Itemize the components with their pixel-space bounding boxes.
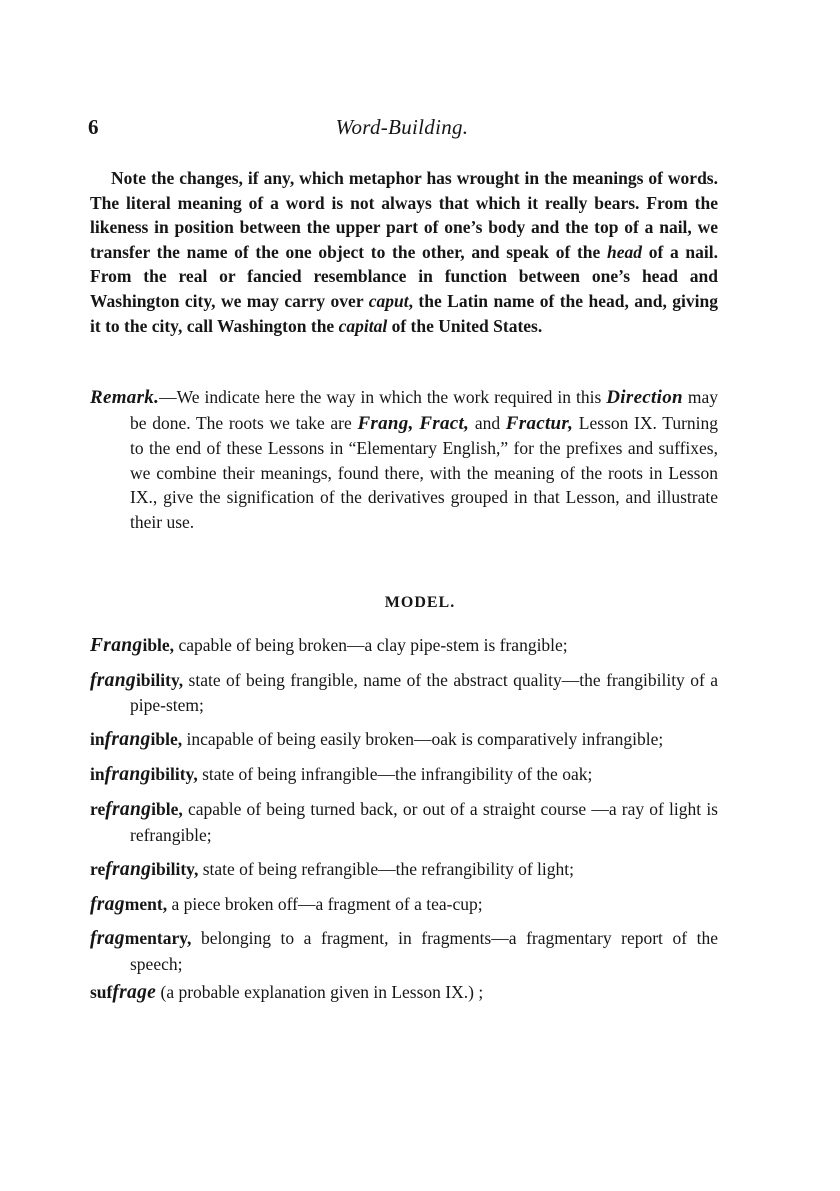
entry-definition: state of being frangible, name of the abstract quality—the frangibility of a pipe-stem; xyxy=(130,669,718,716)
metaphor-paragraph xyxy=(90,166,718,338)
entry-root: frag xyxy=(90,893,125,915)
model-entries xyxy=(90,633,718,1015)
list-item xyxy=(90,727,718,753)
entry-suffix: ible, xyxy=(151,799,183,820)
list-item xyxy=(90,762,718,788)
paragraph-em-head: head xyxy=(607,241,643,262)
remark-text-1: —We indicate here the way in which the work required in this xyxy=(159,387,607,407)
paragraph-em-caput: caput xyxy=(368,290,409,311)
remark-root-frang: Frang, xyxy=(357,412,414,434)
entry-root: frang xyxy=(104,764,151,786)
entry-suffix: ible, xyxy=(142,635,175,655)
entry-definition: capable of being broken—a clay pipe-stem is frangible; xyxy=(174,635,568,655)
remark-text-2: may be done. The roots we take are xyxy=(130,387,718,433)
paragraph-text-4: of the United States. xyxy=(387,315,543,336)
entry-suffix: ibility, xyxy=(151,858,199,879)
entry-root: frage xyxy=(112,981,157,1003)
entry-definition: a piece broken off—a fragment of a tea-cup; xyxy=(167,893,483,914)
paragraph-em-capital: capital xyxy=(338,315,388,336)
paragraph-text-2: of a nail. From the real or fancied resemblance in function between one’s head and Washington city, we may carry over xyxy=(90,241,718,311)
entry-suffix: mentary, xyxy=(124,928,192,949)
model-heading: MODEL. xyxy=(384,594,456,611)
entry-suffix: ible, xyxy=(150,729,183,750)
entry-prefix: in xyxy=(90,729,105,750)
page-header xyxy=(88,115,716,149)
entry-definition: capable of being turned back, or out of a straight course —a ray of light is refrangible; xyxy=(130,799,718,845)
entry-definition: belonging to a fragment, in fragments—a fragmentary report of the speech; xyxy=(130,928,718,975)
entry-root: frag xyxy=(90,928,125,950)
running-title: Word-Building. xyxy=(335,115,469,139)
entry-definition: state of being infrangible—the infrangibility of the oak; xyxy=(197,764,593,785)
entry-root: frang xyxy=(105,799,152,821)
entry-prefix: re xyxy=(90,858,106,879)
page-number: 6 xyxy=(88,115,99,139)
paragraph-text-3: , the Latin name of the head, and, giving it to the city, call Washington the xyxy=(90,290,719,336)
entry-prefix: suf xyxy=(90,981,113,1002)
paragraph-text-1: Note the changes, if any, which metaphor has wrought in the meanings of words. The literal meaning of a word is not always that which it really bears. From the likeness in position between the upper part of one’s body and the top of a nail, we transfer the name of the one object to the other, and speak of the xyxy=(90,168,718,262)
entry-definition: state of being refrangible—the refrangibility of light; xyxy=(198,858,574,879)
list-item xyxy=(90,797,718,847)
list-item xyxy=(90,892,718,918)
entry-suffix: ibility, xyxy=(135,669,184,690)
entry-suffix: ment, xyxy=(124,893,168,914)
entry-root: frang xyxy=(105,858,152,880)
entry-root: frang xyxy=(90,669,136,691)
remark-root-fractur: Fractur, xyxy=(505,412,574,434)
remark-root-fract: Fract, xyxy=(419,412,470,434)
list-item xyxy=(90,857,718,883)
entry-prefix: in xyxy=(90,764,105,785)
entry-definition: (a probable explanation given in Lesson IX.) ; xyxy=(156,981,484,1002)
list-item xyxy=(90,633,718,659)
entry-suffix: ibility, xyxy=(150,764,198,785)
remark-label: Remark. xyxy=(90,387,160,408)
list-item xyxy=(90,668,718,718)
list-item xyxy=(90,926,718,976)
remark-text-5: Lesson IX. Turning to the end of these Lessons in “Elementary English,” for the prefixes and suffixes, we combine their meanings, found there, with the meaning of the roots in Lesson IX., give the signification of the derivatives grouped in that Lesson, and illustrate their use. xyxy=(130,412,719,532)
entry-root: Frang xyxy=(90,635,143,656)
remark-direction: Direction xyxy=(606,387,683,408)
entry-prefix: re xyxy=(90,799,106,820)
entry-definition: incapable of being easily broken—oak is comparatively infrangible; xyxy=(182,729,664,750)
remark-text-4: and xyxy=(469,412,506,433)
list-item xyxy=(90,980,718,1006)
remark-paragraph xyxy=(90,385,718,535)
entry-root: frang xyxy=(104,729,151,751)
